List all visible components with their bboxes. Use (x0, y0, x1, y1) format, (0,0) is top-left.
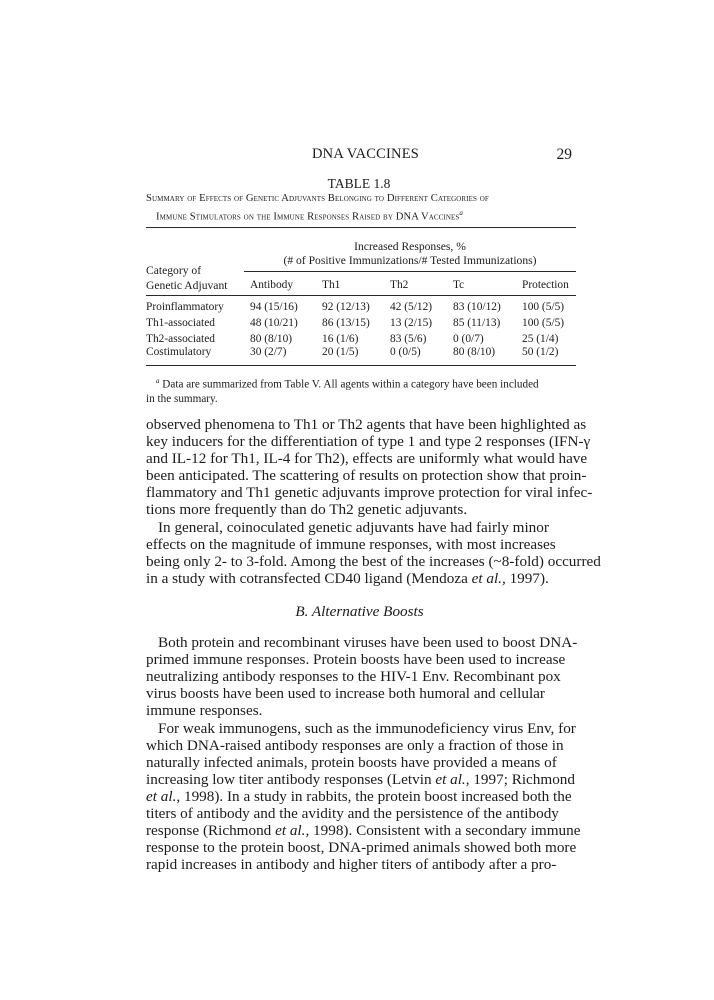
table-label: TABLE 1.8 (327, 176, 391, 191)
column-header: Th2 (390, 279, 409, 291)
text-line: In general, coinoculated genetic adjuvants have had fairly minor (158, 518, 549, 536)
table-cell: 50 (1/2) (522, 346, 559, 358)
text-line (146, 570, 573, 587)
table-footnote (146, 374, 576, 406)
header-bottom-rule (146, 295, 576, 296)
text-line: For weak immunogens, such as the immunodeficiency virus Env, for (158, 719, 576, 737)
text-line: neutralizing antibody responses to the HIV-1 Env. Recombinant pox (146, 668, 561, 686)
text-run-italic: et al., (146, 787, 181, 805)
table-cell: 86 (13/15) (322, 317, 370, 329)
table-cell: 83 (5/6) (390, 333, 427, 345)
body-text (146, 416, 601, 874)
footnote-mark: a (156, 377, 160, 385)
row-label: Th1-associated (146, 317, 215, 329)
text-run-italic: et al., (275, 822, 310, 840)
text-line: observed phenomena to Th1 or Th2 agents that have been highlighted as (146, 416, 587, 433)
text-run-italic: et al., (435, 770, 470, 788)
text-line: key inducers for the differentiation of type 1 and type 2 responses (IFN-γ (146, 433, 591, 451)
row-label: Th2-associated (146, 333, 215, 345)
table-caption-text: Immune Stimulators on the Immune Responses Raised by DNA Vaccines (156, 211, 460, 223)
table-cell: 48 (10/21) (250, 317, 298, 329)
table-top-rule (146, 227, 576, 228)
footnote-line (146, 374, 576, 392)
text-line: being only 2- to 3-fold. Among the best of the increases (~8-fold) occurred (146, 552, 601, 570)
text-line: naturally infected animals, protein boosts have provided a means of (146, 753, 557, 771)
column-header: Th1 (322, 279, 341, 291)
text-line: effects on the magnitude of immune responses, with most increases (146, 535, 556, 553)
text-run-italic: et al., (471, 569, 506, 587)
running-title: DNA VACCINES (312, 146, 420, 162)
table-cell: 30 (2/7) (250, 346, 287, 358)
table-bottom-rule (146, 365, 576, 366)
table-cell: 100 (5/5) (522, 317, 565, 329)
text-run: 1997; Richmond (469, 770, 575, 788)
page-number: 29 (556, 146, 572, 163)
table-cell: 0 (0/7) (453, 333, 484, 345)
row-label: Costimulatory (146, 346, 212, 358)
text-line (146, 822, 581, 840)
table-cell: 25 (1/4) (522, 333, 559, 345)
caption-footnote-mark: a (459, 209, 463, 217)
footnote-text: Data are summarized from Table V. All agents within a category have been included (162, 378, 539, 391)
text-line: which DNA-raised antibody responses are only a fraction of those in (146, 736, 564, 754)
table-cell: 0 (0/5) (390, 346, 421, 358)
table-cell: 20 (1/5) (322, 346, 359, 358)
text-line: immune responses. (146, 702, 263, 720)
table-cell: 94 (15/16) (250, 301, 298, 313)
text-line: virus boosts have been used to increase both humoral and cellular (146, 685, 545, 703)
table-cell: 85 (11/13) (453, 317, 501, 329)
table-cell: 42 (5/12) (390, 301, 433, 313)
stub-head (146, 263, 227, 293)
table-cell: 80 (8/10) (453, 346, 496, 358)
column-header: Antibody (250, 279, 294, 291)
text-line: titers of antibody and the avidity and the persistence of the antibody (146, 804, 559, 822)
stub-head-line: Genetic Adjuvant (146, 279, 228, 292)
text-run: increasing low titer antibody responses (Letvin (146, 770, 436, 788)
text-line (146, 788, 573, 805)
text-line: flammatory and Th1 genetic adjuvants improve protection for viral infec- (146, 484, 593, 502)
text-line (146, 771, 573, 788)
spanner-rule (244, 271, 576, 272)
running-head (146, 146, 572, 166)
footnote-line: in the summary. (146, 392, 218, 405)
text-line: been anticipated. The scattering of results on protection show that proin- (146, 467, 587, 485)
section-heading: B. Alternative Boosts (295, 602, 424, 620)
column-header: Tc (453, 279, 465, 291)
text-line: rapid increases in antibody and higher titers of antibody after a pro- (146, 856, 557, 874)
text-run: in a study with cotransfected CD40 ligand (Mendoza (146, 569, 472, 587)
table-cell: 16 (1/6) (322, 333, 359, 345)
text-run: response (Richmond (146, 822, 276, 840)
text-line: tions more frequently than do Th2 genetic adjuvants. (146, 501, 468, 519)
table-caption-line (146, 206, 576, 225)
spanner-title: Increased Responses, % (354, 240, 466, 253)
table-caption (146, 192, 576, 225)
text-run: 1998). In a study in rabbits, the protein boost increased both the (180, 787, 572, 805)
text-line: response to the protein boost, DNA-primed animals showed both more (146, 839, 577, 857)
table-cell: 92 (12/13) (322, 301, 370, 313)
table-cell: 13 (2/15) (390, 317, 433, 329)
spanner-subtitle: (# of Positive Immunizations/# Tested Immunizations) (283, 254, 537, 267)
text-line: primed immune responses. Protein boosts have been used to increase (146, 651, 566, 669)
text-line: Both protein and recombinant viruses have been used to boost DNA- (158, 634, 578, 652)
table-cell: 83 (10/12) (453, 301, 501, 313)
stub-head-line: Category of (146, 264, 202, 277)
table-cell: 100 (5/5) (522, 301, 565, 313)
table-caption-line: Summary of Effects of Genetic Adjuvants Belonging to Different Categories of (146, 193, 489, 204)
text-line: and IL-12 for Th1, IL-4 for Th2), effects are uniformly what would have (146, 450, 588, 468)
row-label: Proinflammatory (146, 301, 224, 313)
column-header: Protection (522, 279, 569, 291)
text-run: 1998). Consistent with a secondary immune (309, 822, 581, 840)
text-run: 1997). (505, 569, 549, 587)
table-cell: 80 (8/10) (250, 333, 293, 345)
